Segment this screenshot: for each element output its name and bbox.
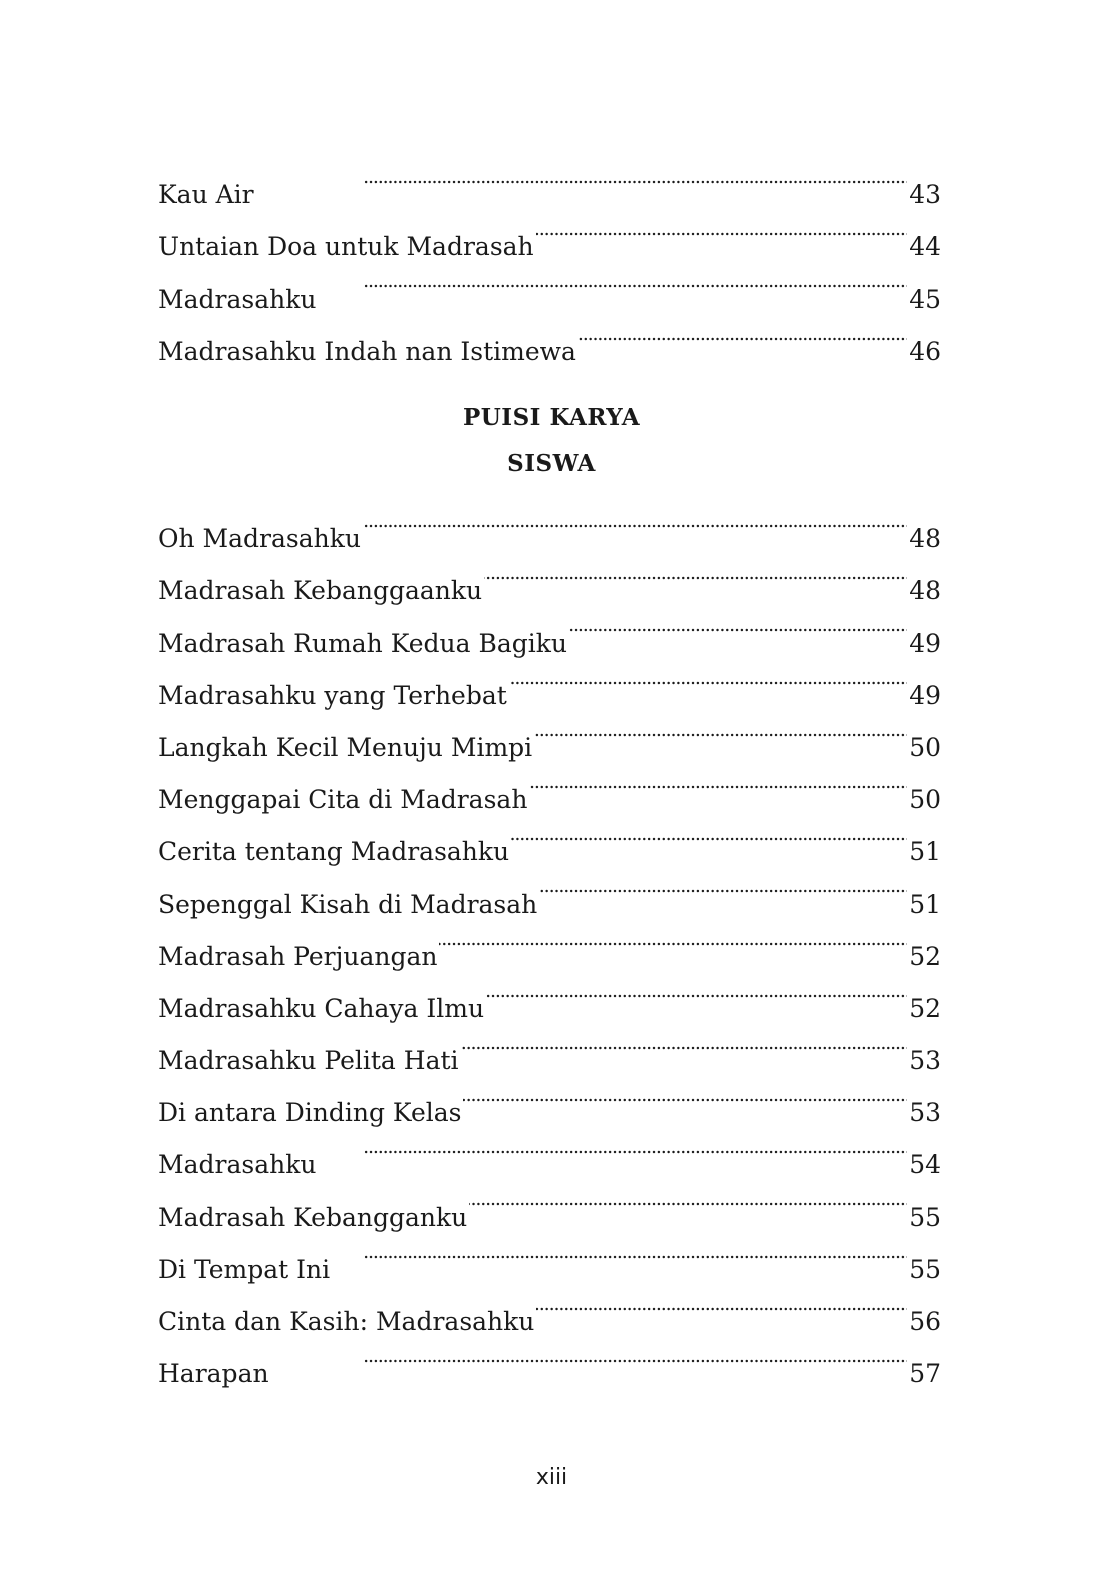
dot-leader xyxy=(363,495,907,547)
toc-entry-page: 57 xyxy=(909,1359,941,1389)
toc-entry-page: 49 xyxy=(909,628,941,658)
dot-leader xyxy=(536,203,908,255)
dot-leader xyxy=(318,255,907,307)
toc-entry-page: 55 xyxy=(909,1202,941,1232)
toc-entry-page: 53 xyxy=(909,1098,941,1128)
toc-entry-title: Langkah Kecil Menuju Mimpi xyxy=(158,732,533,762)
toc-entry-title: Di Tempat Ini xyxy=(158,1254,331,1284)
toc-entry-title: Cinta dan Kasih: Madrasahku xyxy=(158,1307,535,1336)
dot-leader xyxy=(486,965,907,1017)
toc-entry[interactable] xyxy=(158,1330,941,1389)
toc-entry-page: 50 xyxy=(909,785,941,815)
toc-entry-page: 53 xyxy=(909,1046,941,1076)
toc-entry-page: 44 xyxy=(909,232,941,262)
toc-entry-page: 45 xyxy=(909,284,941,314)
toc-entry-title: Madrasahku xyxy=(158,1150,317,1180)
dot-leader xyxy=(332,1226,907,1278)
toc-entry-page: 52 xyxy=(909,993,941,1023)
dot-leader xyxy=(536,1278,907,1330)
toc-entry-title: Madrasahku Indah nan Istimewa xyxy=(158,336,576,366)
toc-entry-title: Madrasahku xyxy=(158,284,317,314)
dot-leader xyxy=(569,599,907,651)
toc-entry-page: 52 xyxy=(909,941,941,971)
dot-leader xyxy=(534,704,907,756)
dot-leader xyxy=(578,308,907,360)
dot-leader xyxy=(318,1121,907,1173)
dot-leader xyxy=(529,756,907,808)
toc-list-top xyxy=(158,151,941,366)
toc-entry-title: Kau Air xyxy=(158,180,254,210)
section-heading-line2: SISWA xyxy=(507,450,596,477)
dot-leader xyxy=(484,547,907,599)
toc-list-bottom xyxy=(158,495,941,1389)
toc-entry-page: 46 xyxy=(909,336,941,366)
toc-entry[interactable] xyxy=(158,203,941,262)
toc-entry-title: Sepenggal Kisah di Madrasah xyxy=(158,889,538,919)
toc-entry-page: 48 xyxy=(909,576,941,606)
dot-leader xyxy=(271,1330,908,1382)
toc-entry-title: Madrasah Kebanggaanku xyxy=(158,576,483,606)
toc-entry-title: Madrasah Perjuangan xyxy=(158,941,438,971)
dot-leader xyxy=(539,860,907,912)
toc-entry-title: Cerita tentang Madrasahku xyxy=(158,837,510,867)
dot-leader xyxy=(461,1017,908,1069)
toc-entry-title: Menggapai Cita di Madrasah xyxy=(158,785,528,815)
toc-entry-page: 56 xyxy=(909,1307,941,1336)
dot-leader xyxy=(511,808,907,860)
toc-entry-title: Oh Madrasahku xyxy=(158,524,361,554)
dot-leader xyxy=(256,151,908,203)
toc-entry-page: 51 xyxy=(909,889,941,919)
dot-leader xyxy=(439,913,907,965)
toc-entry-page: 50 xyxy=(909,732,941,762)
toc-entry-title: Madrasahku Cahaya Ilmu xyxy=(158,993,485,1023)
toc-entry-title: Di antara Dinding Kelas xyxy=(158,1098,462,1128)
toc-entry-page: 43 xyxy=(909,180,941,210)
dot-leader xyxy=(463,1069,907,1121)
toc-entry-title: Madrasah Rumah Kedua Bagiku xyxy=(158,628,568,658)
toc-entry-page: 48 xyxy=(909,524,941,554)
dot-leader xyxy=(469,1173,907,1225)
toc-entry-page: 55 xyxy=(909,1254,941,1284)
toc-entry-title: Madrasah Kebangganku xyxy=(158,1202,468,1232)
toc-entry-page: 51 xyxy=(909,837,941,867)
toc-entry-title: Madrasahku Pelita Hati xyxy=(158,1046,459,1076)
toc-entry-title: Untaian Doa untuk Madrasah xyxy=(158,232,534,262)
toc-entry-title: Madrasahku yang Terhebat xyxy=(158,680,507,710)
toc-entry-title: Harapan xyxy=(158,1359,269,1389)
toc-entry[interactable] xyxy=(158,495,941,554)
section-heading-line1: PUISI KARYA xyxy=(462,404,641,431)
dot-leader xyxy=(509,652,907,704)
toc-entry-page: 54 xyxy=(909,1150,941,1180)
toc-entry-page: 49 xyxy=(909,680,941,710)
toc-entry[interactable] xyxy=(158,151,941,210)
page-number: xiii xyxy=(535,1465,568,1490)
